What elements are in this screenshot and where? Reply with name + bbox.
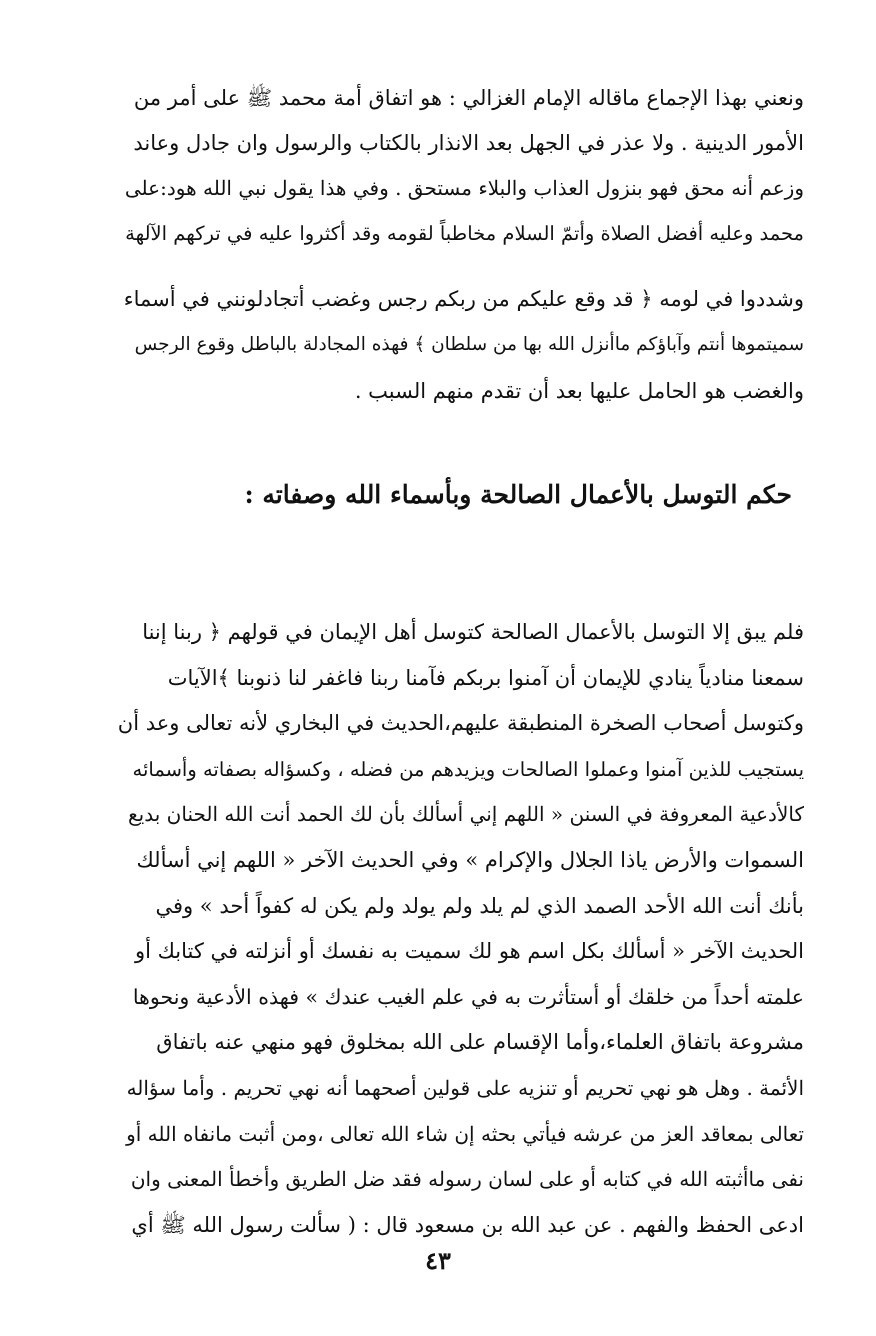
text-line: الحديث الآخر « أسألك بكل اسم هو لك سميت به نفسك أو أنزلته في كتابك أو (134, 939, 804, 964)
text-line: سميتموها أنتم وآباؤكم ماأنزل الله بها من سلطان ﴾ فهذه المجادلة بالباطل وقوع الرجس (134, 334, 804, 355)
text-line: بأنك أنت الله الأحد الصمد الذي لم يلد ولم يولد ولم يكن له كفواً أحد » وفي (155, 893, 804, 918)
text-line: ونعني بهذا الإجماع ماقاله الإمام الغزالي : هو اتفاق أمة محمد ﷺ على أمر من (133, 86, 804, 110)
text-line: علمته أحداً من خلقك أو أستأثرت به في علم الغيب عندك » فهذه الأدعية ونحوها (132, 984, 804, 1009)
text-line: فلم يبق إلا التوسل بالأعمال الصالحة كتوسل أهل الإيمان في قولهم ﴿ ربنا إننا (142, 620, 804, 644)
text-line: يستجيب للذين آمنوا وعملوا الصالحات ويزيدهم من فضله ، وكسؤاله بصفاته وأسمائه (132, 757, 804, 781)
paragraph-tawassul (118, 610, 804, 1248)
text-line: تعالى بمعاقد العز من عرشه فيأتي بحثه إن شاء الله تعالى ،ومن أثبت مانفاه الله أو (126, 1121, 804, 1146)
text-line: والغضب هو الحامل عليها بعد أن تقدم منهم السبب . (354, 379, 804, 403)
page-number: ٤٣ (425, 1246, 451, 1275)
text-line: وكتوسل أصحاب الصخرة المنطبقة عليهم،الحديث في البخاري لأنه تعالى وعد أن (118, 711, 804, 736)
text-line: السموات والأرض ياذا الجلال والإكرام » وفي الحديث الآخر « اللهم إني أسألك (136, 847, 804, 872)
text-line: وزعم أنه محق فهو بنزول العذاب والبلاء مستحق . وفي هذا يقول نبي الله هود:على (124, 176, 804, 200)
section-heading: حكم التوسل بالأعمال الصالحة وبأسماء الله وصفاته : (244, 480, 792, 509)
text-line: مشروعة باتفاق العلماء،وأما الإقسام على الله بمخلوق فهو منهي عنه باتفاق (156, 1030, 804, 1055)
paragraph-hud-quote (118, 276, 804, 414)
text-line: محمد وعليه أفضل الصلاة وأتمّ السلام مخاطباً لقومه وقد أكثروا عليه في تركهم الآلهة (125, 222, 804, 245)
text-line: الأئمة . وهل هو نهي تحريم أو تنزيه على قولين أصحهما أنه نهي تحريم . وأما سؤاله (126, 1075, 804, 1100)
text-line: الأمور الدينية . ولا عذر في الجهل بعد الانذار بالكتاب والرسول وان جادل وعاند (133, 131, 804, 155)
text-line: ادعى الحفظ والفهم . عن عبد الله بن مسعود قال : ( سألت رسول الله ﷺ أي (131, 1212, 804, 1237)
text-line: نفى ماأثبته الله في كتابه أو على لسان رسوله فقد ضل الطريق وأخطأ المعنى وان (130, 1167, 804, 1192)
text-line: سمعنا منادياً ينادي للإيمان أن آمنوا بربكم فآمنا ربنا فاغفر لنا ذنوبنا ﴾الآيات (167, 665, 804, 690)
paragraph-ijma (118, 76, 804, 256)
text-line: وشددوا في لومه ﴿ قد وقع عليكم من ربكم رجس وغضب أتجادلونني في أسماء (123, 287, 804, 311)
text-line: كالأدعية المعروفة في السنن « اللهم إني أسألك بأن لك الحمد أنت الله الحنان بديع (128, 802, 804, 827)
